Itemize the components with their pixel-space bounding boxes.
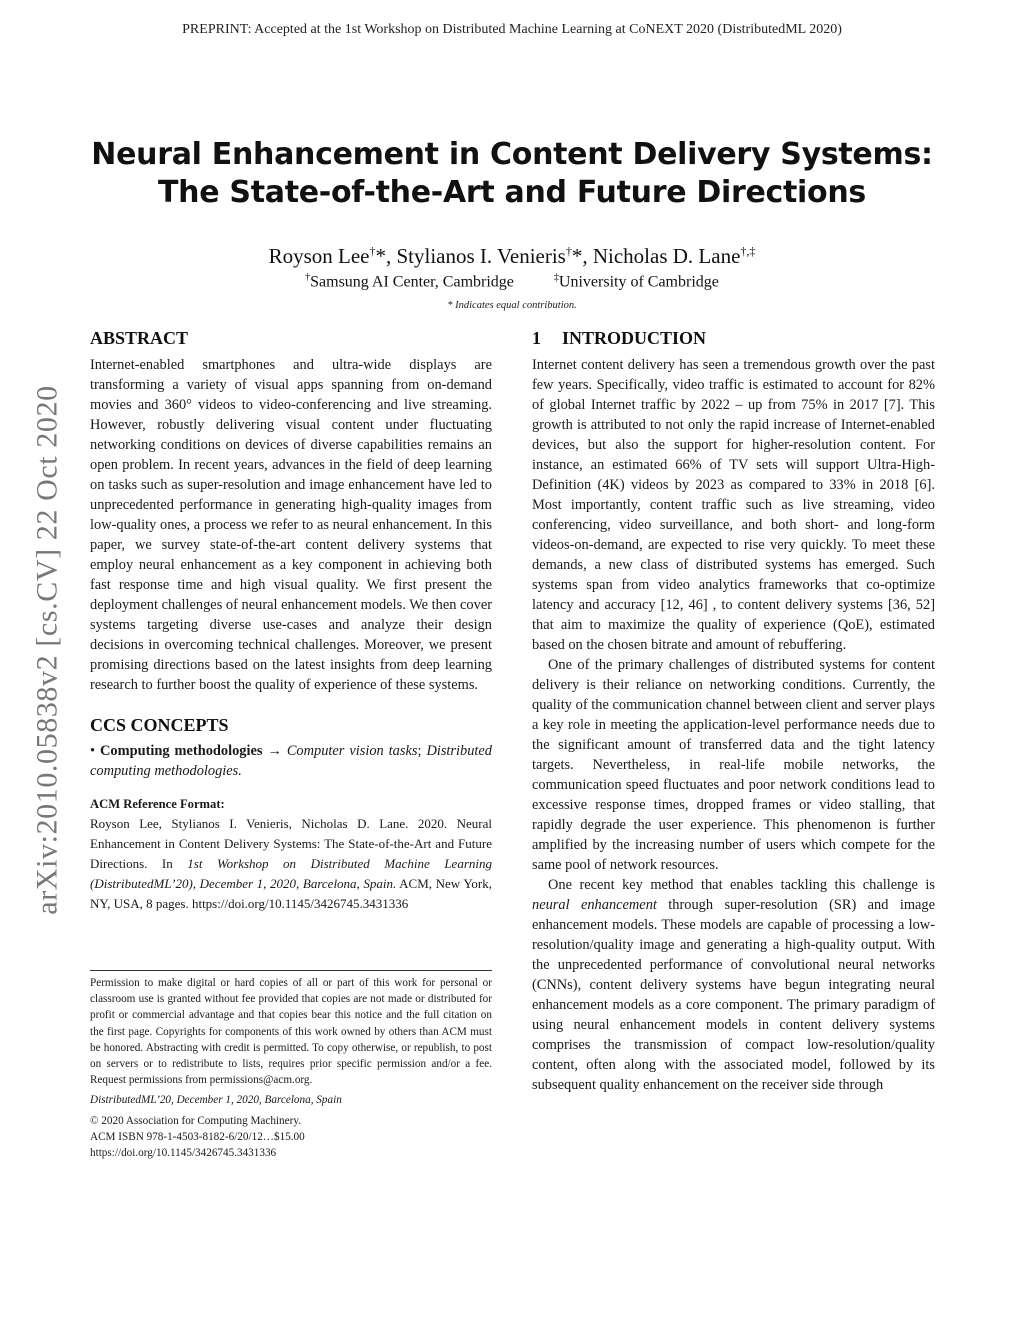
doi-link[interactable]: https://doi.org/10.1145/3426745.3431336 bbox=[90, 1147, 277, 1160]
acm-reference-heading: ACM Reference Format: bbox=[90, 797, 225, 811]
title-line-2: The State-of-the-Art and Future Directions bbox=[158, 175, 866, 210]
abstract-text: Internet-enabled smartphones and ultra-wide displays are transforming a variety of visual apps spanning from on-demand movies and 360° videos to video-conferencing and live streaming. However, robustly delivering visual content under fluctuating networking conditions on devices of diverse capabilities remains an open problem. In recent years, advances in the field of deep learning on tasks such as super-resolution and image enhancement have led to unprecedented performance in generating high-quality images from low-quality ones, a process we refer to as neural enhancement. In this paper, we survey state-of-the-art content delivery systems that employ neural enhancement as a key component in achieving both fast response time and high visual quality. We first present the deployment challenges of neural enhancement models. We then cover systems targeting diverse use-cases and analyze their design decisions in overcoming technical challenges. Moreover, we present promising directions based on the latest insights from deep learning research to further boost the quality of experience of these systems. bbox=[90, 357, 492, 693]
affiliation-mark: † bbox=[305, 272, 311, 283]
affiliation-cambridge: University of Cambridge bbox=[558, 273, 719, 291]
permission-text: Permission to make digital or hard copies of all or part of this work for personal or classroom use is granted without fee provided that copies are not made or distributed for profit or commercial advantage and that copies bear this notice and the full citation on the first page. Copyrights for components of this work owned by others than ACM must be honored. Abstracting with credit is permitted. To copy otherwise, or republish, to post on servers or to redistribute to lists, requires prior specific permission and/or a fee. Request permissions from permissions@acm.org. bbox=[90, 977, 492, 1087]
abstract-heading: ABSTRACT bbox=[90, 328, 189, 348]
acm-reference-publisher[interactable]: ACM, New York, NY, USA, 8 pages. https://doi.org/10.1145/3426745.3431336 bbox=[90, 876, 492, 911]
author-name: Royson Lee bbox=[268, 244, 370, 268]
paper-title bbox=[60, 136, 964, 212]
bullet-icon: • bbox=[90, 743, 96, 759]
right-column bbox=[532, 326, 935, 1095]
affiliation-mark: † bbox=[565, 244, 572, 258]
affiliation-samsung: Samsung AI Center, Cambridge bbox=[310, 273, 514, 291]
author-name: *, Stylianos I. Venieris bbox=[375, 244, 566, 268]
affiliation-mark: †,‡ bbox=[740, 244, 756, 258]
arxiv-identifier[interactable]: arXiv:2010.05838v2 [cs.CV] 22 Oct 2020 bbox=[31, 385, 64, 915]
copyright-line: © 2020 Association for Computing Machinery. bbox=[90, 1114, 301, 1127]
arxiv-sidebar bbox=[26, 352, 70, 948]
affiliations bbox=[0, 272, 1024, 291]
ccs-separator: ; bbox=[417, 743, 422, 759]
affiliation-mark: † bbox=[369, 244, 376, 258]
acm-reference-text bbox=[90, 814, 492, 914]
ccs-secondary: Distributed computing methodologies bbox=[90, 743, 492, 779]
footnote-divider bbox=[90, 970, 492, 971]
intro-paragraph-1: Internet content delivery has seen a tremendous growth over the past few years. Specifically, video traffic is estimated to account for 82% of global Internet traffic by 2022 – up from 75% in 2017 [7]. This growth is attributed to not only the rapid increase of Internet-enabled devices, but also the support for higher-resolution content. For instance, an estimated 66% of TV sets will support Ultra-High-Definition (4K) videos by 2023 as compared to 33% in 2018 [6]. Most importantly, content traffic such as live streaming, video conferencing, video surveillance, and both short- and long-form videos-on-demand, are expected to rise very quickly. To meet these demands, a new class of distributed systems has emerged. Such systems span from video analytics frameworks that co-optimize latency and accuracy [12, 46] , to content delivery systems [36, 52] that aim to maximize the quality of experience (QoE), estimated based on the chosen bitrate and amount of rebuffering. bbox=[532, 357, 935, 653]
intro-paragraph-3 bbox=[532, 875, 935, 1095]
preprint-notice: PREPRINT: Accepted at the 1st Workshop on Distributed Machine Learning at CoNEXT 2020 (DistributedML 2020) bbox=[182, 22, 842, 37]
ccs-end: . bbox=[238, 763, 242, 779]
equal-contribution-note: * Indicates equal contribution. bbox=[447, 300, 577, 311]
title-line-1: Neural Enhancement in Content Delivery Systems: bbox=[91, 137, 933, 172]
intro-p3-rest: through super-resolution (SR) and image enhancement models. These models are capable of processing a low-resolution/quality image and generating a high-quality output. With the unprecedented performance of convolutional neural networks (CNNs), content delivery systems have begun integrating neural enhancement models as a core component. The primary paradigm of using neural enhancement models in content delivery systems comprises the transmission of compact low-resolution/quality content, often along with the associated model, followed by its subsequent quality enhancement on the receiver side through bbox=[532, 897, 935, 1093]
intro-p3-start: One recent key method that enables tackling this challenge is bbox=[548, 877, 935, 893]
affiliation-mark: ‡ bbox=[553, 272, 559, 283]
ccs-concepts bbox=[90, 741, 492, 781]
section-title: INTRODUCTION bbox=[562, 328, 707, 348]
author-name: *, Nicholas D. Lane bbox=[571, 244, 741, 268]
ccs-tasks: Computer vision tasks bbox=[286, 743, 418, 759]
ccs-heading: CCS CONCEPTS bbox=[90, 715, 229, 735]
permission-block bbox=[90, 975, 492, 1161]
author-list bbox=[0, 244, 1024, 269]
isbn-line: ACM ISBN 978-1-4503-8182-6/20/12…$15.00 bbox=[90, 1130, 305, 1143]
acm-reference-venue: 1st Workshop on Distributed Machine Learning (DistributedML’20), December 1, 2020, Barcelona, Spain. bbox=[90, 856, 493, 891]
acm-reference-authors: Royson Lee, Stylianos I. Venieris, Nicholas D. Lane. 2020. Neural Enhancement in Content Delivery Systems: The State-of-the-Art and Future Directions. In bbox=[90, 816, 492, 871]
ccs-primary: Computing methodologies bbox=[100, 743, 263, 759]
section-number: 1 bbox=[532, 328, 541, 348]
arrow-icon: → bbox=[267, 743, 282, 759]
intro-paragraph-2: One of the primary challenges of distributed systems for content delivery is their reliance on networking conditions. Currently, the quality of the communication channel between client and server plays a key role in meeting the application-level performance needs due to the significant amount of transferred data and the tight latency targets. Nevertheless, in real-life mobile networks, the communication speed fluctuates and poor network conditions lead to excessive response times, dropped frames or video stalling, that rapidly degrade the user experience. This phenomenon is further amplified by the increasing number of users which compete for the same pool of network resources. bbox=[532, 657, 935, 873]
introduction-heading bbox=[532, 326, 935, 350]
intro-p3-emphasis: neural enhancement bbox=[532, 897, 657, 913]
left-column bbox=[90, 326, 492, 914]
conference-line: DistributedML’20, December 1, 2020, Barcelona, Spain bbox=[90, 1094, 342, 1107]
